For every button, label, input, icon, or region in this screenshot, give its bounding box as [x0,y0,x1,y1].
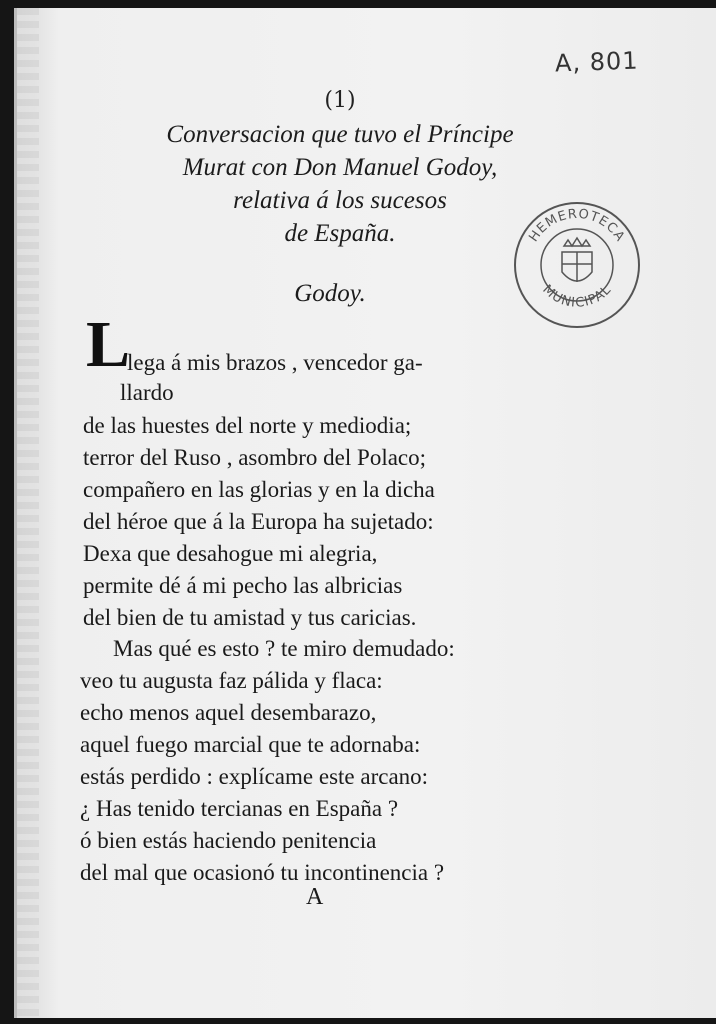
title-line: de España. [284,220,396,247]
page-number: (1) [324,88,356,113]
verse-line: ¿ Has tenido tercianas en España ? [80,796,399,821]
verse-line: llardo [120,380,174,405]
catchword: A [306,884,324,910]
title-line: Murat con Don Manuel Godoy, [182,154,498,181]
drop-cap: L [86,308,131,381]
verse-line: lega á mis brazos , vencedor ga- [127,350,423,375]
verse-line: ó bien estás haciendo penitencia [80,828,377,853]
verse-line: compañero en las glorias y en la dicha [83,477,435,502]
verse-line: permite dé á mi pecho las albricias [83,573,403,598]
verse-line: del bien de tu amistad y tus caricias. [83,605,417,630]
shelfmark-annotation: A, 801 [554,46,639,78]
speaker-name: Godoy. [294,280,366,307]
stamp-upper-text: HEMEROTECA [526,206,628,245]
title-line: relativa á los sucesos [233,187,447,214]
verse-line: terror del Ruso , asombro del Polaco; [83,445,427,470]
verse-line: del héroe que á la Europa ha sujetado: [83,509,434,534]
verse-line: Mas qué es esto ? te miro demudado: [113,636,455,661]
verse-line: de las huestes del norte y mediodia; [83,413,412,438]
verse-line: Dexa que desahogue mi alegria, [83,541,378,566]
verse-line: veo tu augusta faz pálida y flaca: [80,668,383,693]
title-line: Conversacion que tuvo el Príncipe [166,121,514,148]
verse-line: del mal que ocasionó tu incontinencia ? [80,860,445,885]
verse-line: aquel fuego marcial que te adornaba: [80,732,421,757]
verse-line: estás perdido : explícame este arcano: [80,764,429,789]
verse-line: echo menos aquel desembarazo, [80,700,377,725]
stamp-lower-text: MUNICIPAL [539,282,615,311]
